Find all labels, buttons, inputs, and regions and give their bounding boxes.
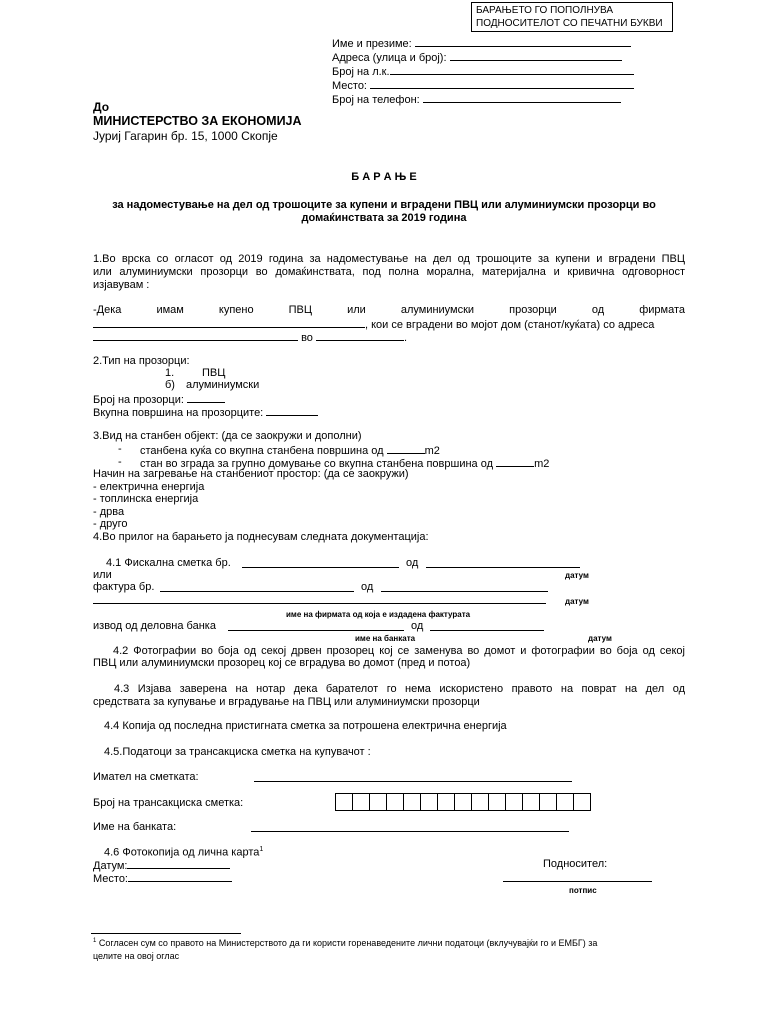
notice-line-2: ПОДНОСИТЕЛОТ СО ПЕЧАТНИ БУКВИ (476, 18, 663, 29)
account-digit-box[interactable] (573, 793, 591, 811)
id-field[interactable] (390, 64, 634, 75)
window-area-label: Вкупна површина на прозорците: (93, 407, 264, 419)
heating-option[interactable]: - топлинска енергија (93, 493, 199, 505)
decl-end: . (403, 332, 408, 344)
account-digit-box[interactable] (454, 793, 472, 811)
bank-date-field[interactable] (430, 630, 544, 631)
place-row (332, 78, 634, 92)
applicant-label: Подносител: (543, 858, 608, 870)
date-field[interactable] (127, 858, 230, 869)
account-digit-box[interactable] (369, 793, 387, 811)
dash: - (118, 443, 122, 455)
account-digit-box[interactable] (386, 793, 404, 811)
date-caption: датум (588, 634, 612, 643)
phone-label: Број на телефон: (332, 94, 420, 106)
bank-caption: име на банката (355, 634, 416, 643)
house-label: станбена куќа со вкупна станбена површина од (140, 445, 384, 457)
house-row[interactable] (140, 443, 440, 457)
decl-vo-text: во (301, 332, 313, 344)
name-field[interactable] (415, 36, 631, 47)
account-label: Број на трансакциска сметка: (93, 797, 244, 809)
address-field[interactable] (450, 50, 622, 61)
heating-option[interactable]: - друго (93, 518, 128, 530)
id-label: Број на л.к. (332, 66, 390, 78)
place-label: Место: (332, 80, 367, 92)
bank-od: од (411, 620, 424, 632)
s1-line-2: или алуминиумски прозорци во домаќинствата, под полна морална, материјална и кривична одговорност (93, 266, 685, 278)
holder-field[interactable] (254, 781, 572, 782)
decl-word: од (591, 304, 605, 316)
notice-box (471, 2, 673, 32)
holder-label: Имател на сметката: (93, 771, 199, 783)
account-digit-box[interactable] (471, 793, 489, 811)
decl-word: алуминиумски (400, 304, 475, 316)
phone-row (332, 92, 621, 106)
decl-word: прозорци (509, 304, 557, 316)
footnote-text-1: Согласен сум со правото на Министерството да ги користи горенаведените лични податоци (вклучувајќи го и ЕМБГ) за (98, 938, 598, 948)
s1-line-1: 1.Во врска со огласот од 2019 година за надоместување на дел од трошоците за купени и вградени ПВЦ (93, 253, 685, 265)
signature-field[interactable] (503, 881, 652, 882)
fiscal-label: 4.1 Фискална сметка бр. (106, 557, 231, 569)
address-label: Адреса (улица и број): (332, 52, 447, 64)
house-area-field[interactable] (387, 443, 425, 454)
account-digit-box[interactable] (488, 793, 506, 811)
house-unit: m2 (424, 445, 440, 457)
window-area-field[interactable] (266, 405, 318, 416)
account-digit-box[interactable] (556, 793, 574, 811)
company-field[interactable] (93, 317, 365, 328)
s2-title: 2.Тип на прозорци: (93, 355, 190, 367)
account-digit-box[interactable] (437, 793, 455, 811)
window-count-field[interactable] (187, 392, 225, 403)
fiscal-date-field[interactable] (426, 567, 580, 568)
p46-text: 4.6 Фотокопија од лична карта (104, 846, 260, 859)
place-field[interactable] (370, 78, 634, 89)
bank-name-field[interactable] (251, 831, 569, 832)
bank-stmt-field[interactable] (228, 630, 404, 631)
flat-unit: m2 (534, 458, 550, 470)
decl-word: или (347, 304, 366, 316)
heating-option[interactable]: - дрва (93, 506, 125, 518)
flat-label: стан во зграда за групно домување со вкупна станбена површина од (140, 458, 494, 470)
ministry-address: Јуриј Гагарин бр. 15, 1000 Скопје (93, 129, 278, 143)
decl-mid-text: , кои се вградени во мојот дом (станот/куќата) со адреса (365, 319, 655, 331)
id-row (332, 64, 634, 78)
p44: 4.4 Копија од последна пристигната сметка за потрошена електрична енергија (104, 720, 507, 732)
place-bottom-field[interactable] (128, 871, 232, 882)
or-label: или (93, 569, 112, 581)
account-digit-box[interactable] (539, 793, 557, 811)
decl-word: имам (156, 304, 184, 316)
signature-caption: потпис (569, 886, 597, 895)
bank-stmt-label: извод од деловна банка (93, 620, 216, 632)
firm-name-field[interactable] (93, 603, 546, 604)
subtitle-line-1: за надоместување на дел од трошоците за купени и вградени ПВЦ или алуминиумски прозорци во (112, 199, 656, 211)
place-bottom-row (93, 871, 232, 885)
footnote-ref: 1 (259, 846, 264, 853)
flat-area-field[interactable] (496, 456, 534, 467)
date-caption: датум (565, 597, 589, 606)
s4-title: 4.Во прилог на барањето ја поднесувам следната документација: (93, 531, 429, 543)
opt-alu[interactable]: алуминиумски (186, 379, 260, 391)
opt-alu-num: б) (165, 379, 175, 391)
account-digit-box[interactable] (505, 793, 523, 811)
decl-word: -Дека (93, 304, 122, 316)
bank-name-label: Име на банката: (93, 821, 177, 833)
window-count-row (93, 392, 225, 406)
account-digit-box[interactable] (335, 793, 353, 811)
fiscal-number-field[interactable] (242, 567, 399, 568)
place-bottom-label: Место: (93, 873, 128, 885)
date-caption: датум (565, 571, 589, 580)
name-row (332, 36, 631, 50)
p43-line-1: 4.3 Изјава заверена на нотар дека барателот го нема искористено правото на поврат на дел од (114, 683, 685, 695)
footnote-line-1 (93, 938, 597, 948)
s3-title: 3.Вид на станбен објект: (да се заокружи и дополни) (93, 430, 362, 442)
account-digit-box[interactable] (352, 793, 370, 811)
to-label: До (93, 100, 110, 114)
heating-title: Начин на загревање на станбениот простор: (да се заокружи) (93, 468, 409, 480)
account-number-boxes[interactable] (336, 793, 591, 811)
name-label: Име и презиме: (332, 38, 412, 50)
firm-caption: име на фирмата од која е издадена фактурата (286, 610, 471, 619)
account-digit-box[interactable] (403, 793, 421, 811)
address-row (332, 50, 622, 64)
declaration-line (93, 304, 685, 316)
invoice-od: од (361, 581, 374, 593)
footnote-num: 1 (93, 938, 97, 944)
home-place-field[interactable] (316, 330, 404, 341)
home-address-field[interactable] (93, 330, 298, 341)
date-label: Датум: (93, 860, 128, 872)
subtitle-line-2: домаќинствата за 2019 година (301, 212, 467, 224)
heating-option[interactable]: - електрична енергија (93, 481, 205, 493)
p43-line-2: средствата за купување и вградување на ПВЦ или алуминиумски прозорци (93, 696, 480, 708)
p42-line-1: 4.2 Фотографии во боја од секој дрвен прозорец кој се заменува во домот и фотографии во боја од секој (113, 645, 685, 657)
notice-line-1: БАРАЊЕТО ГО ПОПОЛНУВА (476, 5, 614, 16)
date-row (93, 858, 230, 872)
p46 (104, 846, 263, 859)
p45: 4.5.Податоци за трансакциска сметка на купувачот : (104, 746, 371, 758)
invoice-number-field[interactable] (160, 591, 354, 592)
window-area-row (93, 405, 318, 419)
dash: - (118, 456, 122, 468)
invoice-label: фактура бр. (93, 581, 155, 593)
footnote-line-2: целите на овој оглас (93, 951, 180, 961)
opt-pvc-num: 1. (165, 367, 175, 379)
decl-word: фирмата (639, 304, 685, 316)
account-digit-box[interactable] (420, 793, 438, 811)
decl-word: купено (218, 304, 254, 316)
page-title: Б А Р А Њ Е (351, 171, 417, 183)
declaration-line-3 (93, 330, 407, 344)
decl-word: ПВЦ (288, 304, 313, 316)
ministry-name: МИНИСТЕРСТВО ЗА ЕКОНОМИЈА (93, 114, 302, 128)
s1-line-3: изјавувам : (93, 279, 150, 291)
fiscal-od: од (406, 557, 419, 569)
invoice-date-field[interactable] (381, 591, 548, 592)
window-count-label: Број на прозорци: (93, 394, 184, 406)
declaration-line-2 (93, 317, 654, 331)
account-digit-box[interactable] (522, 793, 540, 811)
p42-line-2: ПВЦ или алуминиумски прозорец кој се вградува во домот (пред и потоа) (93, 657, 471, 669)
phone-field[interactable] (423, 92, 621, 103)
footnote-divider (91, 933, 241, 934)
opt-pvc[interactable]: ПВЦ (202, 367, 226, 379)
